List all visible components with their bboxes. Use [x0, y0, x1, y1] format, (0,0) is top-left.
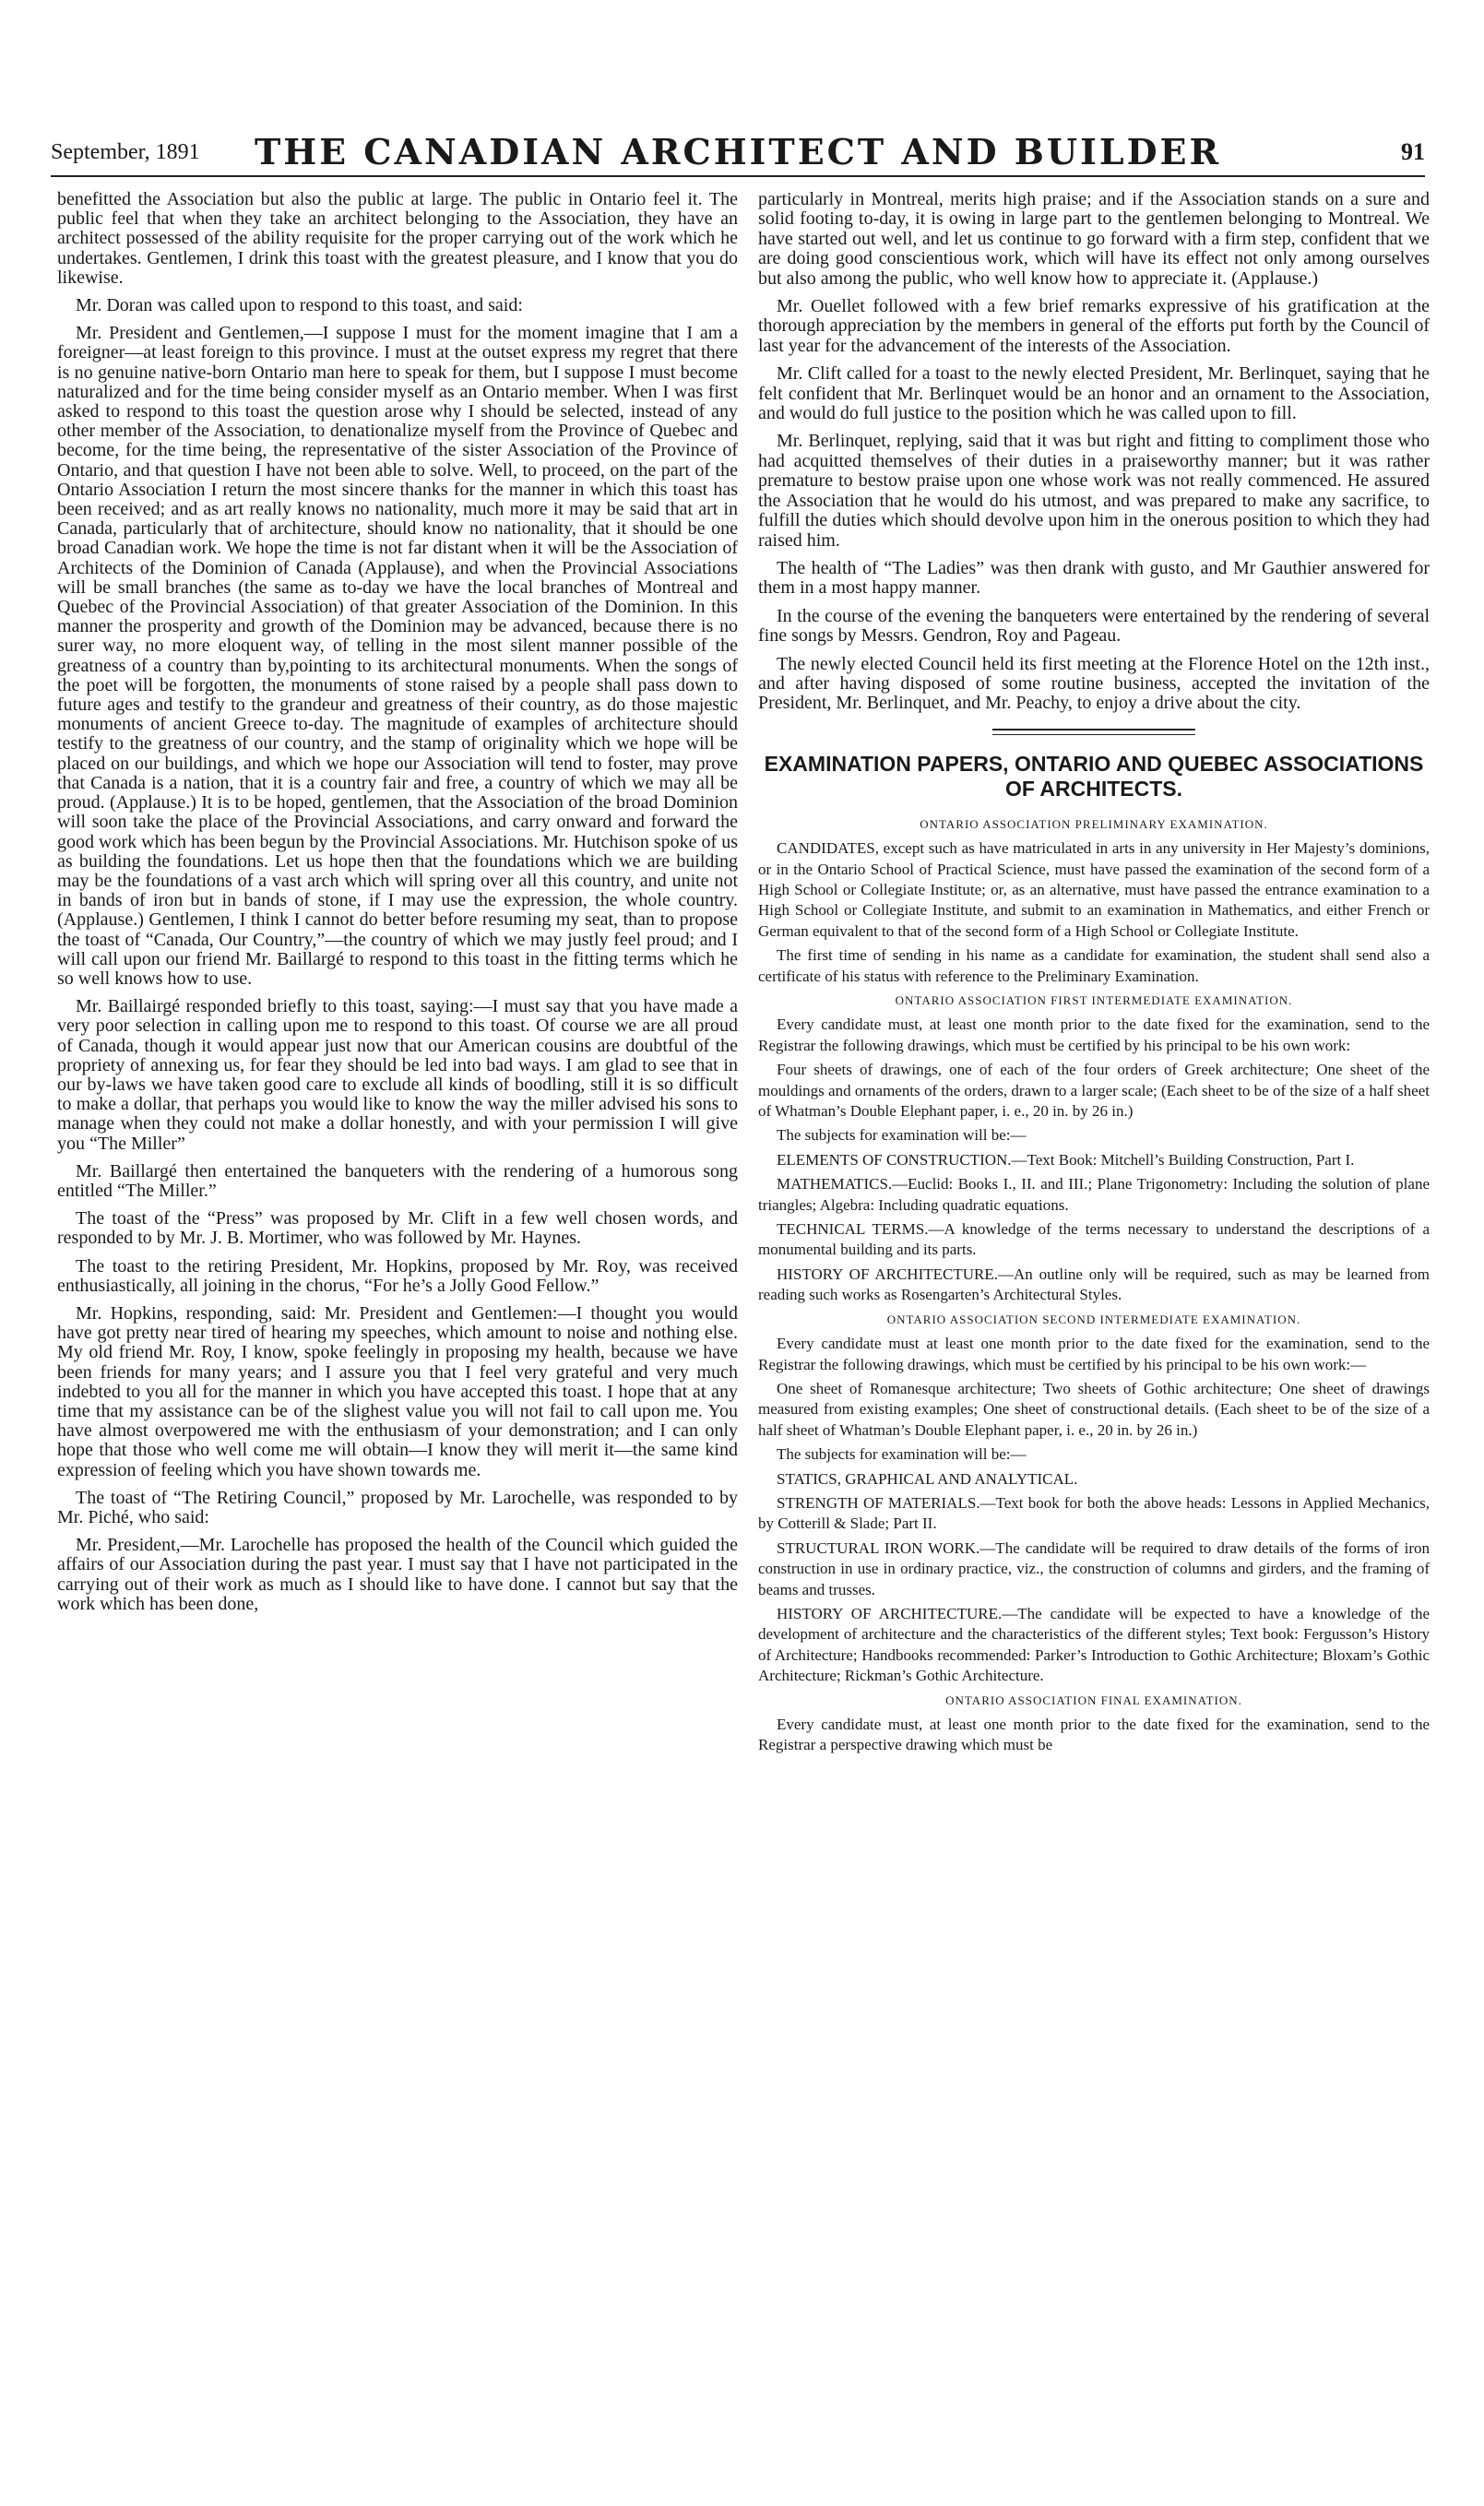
- exam-paragraph: STRENGTH OF MATERIALS.—Text book for both the above heads: Lessons in Applied Mechanics, by Cotterill & Slade; Part II.: [758, 1493, 1430, 1533]
- paragraph: Mr. Hopkins, responding, said: Mr. President and Gentlemen:—I thought you would have got pretty near tired of hearing my speeches, which amount to noise and nothing else. My old friend Mr. Roy, I know, spoke feelingly in proposing my health, because we have been friends for many years; and I assure you that I feel very grateful and very much indebted to you all for the manner in which you have accepted this toast. I hope that at any time that my assistance can be of the slighest value you will not fail to call upon me. You have almost overpowered me with the enthusiasm of your demonstration; and I can only hope that those who well come me will obtain—I know they will merit it—the same kind expression of feeling which you have shown towards me.: [57, 1302, 738, 1480]
- issue-date: September, 1891: [51, 140, 200, 164]
- exam-paragraph: Every candidate must, at least one month prior to the date fixed for the examination, send to the Registrar a perspective drawing which must be: [758, 1716, 1430, 1754]
- exam-paragraph: HISTORY OF ARCHITECTURE.—The candidate will be expected to have a knowledge of the development of architecture and the characteristics of the different styles; Text book: Fergusson’s History of Architecture; Handbooks recommended: Parker’s Introduction to Gothic Architecture; Bloxam’s Gothic Architecture; Rickman’s Gothic Architecture.: [758, 1604, 1430, 1685]
- paragraph: The toast of “The Retiring Council,” proposed by Mr. Larochelle, was responded to by Mr. Piché, who said:: [57, 1487, 738, 1527]
- page-number: 91: [1401, 138, 1425, 165]
- paragraph: Mr. Baillargé then entertained the banqueters with the rendering of a humorous song entitled “The Miller.”: [57, 1160, 738, 1201]
- paragraph: Mr. Ouellet followed with a few brief remarks expressive of his gratification at the thorough appreciation by the members in general of the efforts put forth by the Council of last year for the advancement of the interests of the Association.: [758, 296, 1430, 356]
- paragraph: The health of “The Ladies” was then drank with gusto, and Mr Gauthier answered for them in a most happy manner.: [758, 557, 1430, 599]
- exam-subheading: ONTARIO ASSOCIATION PRELIMINARY EXAMINATION.: [920, 816, 1268, 831]
- paragraph: In the course of the evening the banqueters were entertained by the rendering of several fine songs by Messrs. Gendron, Roy and Pageau.: [758, 605, 1430, 647]
- publication-title: THE CANADIAN ARCHITECT AND BUILDER: [254, 131, 1222, 172]
- exam-subheading: ONTARIO ASSOCIATION FIRST INTERMEDIATE EXAMINATION.: [895, 993, 1293, 1007]
- exam-paragraph: Four sheets of drawings, one of each of the four orders of Greek architecture; One sheet of the mouldings and ornaments of the orders, drawn to a larger scale; (Each sheet to be of the size of a half sheet of Whatman’s Double Elephant paper, i. e., 20 in. by 26 in.): [758, 1061, 1430, 1121]
- exam-paragraph: CANDIDATES, except such as have matriculated in arts in any university in Her Majesty’s dominions, or in the Ontario School of Practical Science, must have passed the examination of the second form of a High School or Collegiate Institute; or, as an alternative, must have passed the entrance examination to a High School or Collegiate Institute, and submit to an examination in Mathematics, and either French or German equivalent to that of the second form of a High School or Collegiate Institute.: [758, 839, 1430, 940]
- exam-subheading: ONTARIO ASSOCIATION SECOND INTERMEDIATE EXAMINATION.: [886, 1312, 1301, 1326]
- paragraph: The toast of the “Press” was proposed by Mr. Clift in a few well chosen words, and responded to by Mr. J. B. Mortimer, who was followed by Mr. Haynes.: [57, 1208, 738, 1249]
- paragraph: The newly elected Council held its first meeting at the Florence Hotel on the 12th inst., and after having disposed of some routine business, accepted the invitation of the President, Mr. Berlinquet, and Mr. Peachy, to enjoy a drive about the city.: [758, 653, 1430, 714]
- exam-paragraph: One sheet of Romanesque architecture; Two sheets of Gothic architecture; One sheet of drawings measured from existing examples; One sheet of constructional details. (Each sheet to be of the size of a half sheet of Whatman’s Double Elephant paper, i. e., 20 in. by 26 in.): [758, 1379, 1430, 1439]
- paragraph: particularly in Montreal, merits high praise; and if the Association stands on a sure and solid footing to-day, it is owing in large part to the gentlemen belonging to Montreal. We have started out well, and let us continue to go forward with a firm step, confident that we are doing good conscientious work, which will have its effect not only among ourselves but also among the public, who well know how to appreciate it. (Applause.): [758, 189, 1430, 289]
- paragraph: Mr. Doran was called upon to respond to this toast, and said:: [76, 295, 523, 316]
- exam-subheading: ONTARIO ASSOCIATION FINAL EXAMINATION.: [945, 1692, 1242, 1707]
- paragraph: Mr. Clift called for a toast to the newly elected President, Mr. Berlinquet, saying that he felt confident that Mr. Berlinquet would be an honor and an ornament to the Association, and would do full justice to the position which he was called upon to fill.: [758, 363, 1430, 424]
- exam-paragraph: The first time of sending in his name as a candidate for examination, the student shall send also a certificate of his status with reference to the Preliminary Examination.: [758, 946, 1430, 985]
- exam-paragraph: STRUCTURAL IRON WORK.—The candidate will be required to draw details of the forms of iron construction in use in ordinary practice, viz., the construction of columns and girders, and the framing of beams and trusses.: [758, 1538, 1430, 1598]
- right-column: [758, 190, 1430, 1760]
- exam-paragraph: HISTORY OF ARCHITECTURE.—An outline only will be required, such as may be learned from reading such works as Rosengarten’s Architectural Styles.: [758, 1265, 1430, 1304]
- exam-paragraph: The subjects for examination will be:—: [777, 1126, 1027, 1145]
- paragraph: Mr. Berlinquet, replying, said that it was but right and fitting to compliment those who had acquitted themselves of their duties in a praiseworthy manner; but it was rather premature to bestow praise upon one whose work was not really commenced. He assured the Association that he would do his utmost, and was prepared to make any sacrifice, to fulfill the duties which should devolve upon him in the onerous position to which they had raised him.: [758, 431, 1430, 551]
- paragraph: Mr. Baillairgé responded briefly to this toast, saying:—I must say that you have made a very poor selection in calling upon me to respond to this toast. Of course we are all proud of Canada, though it would appear just now that our American cousins are doubtful of the propriety of annexing us, for fear they should be led into bad ways. I am glad to see that in our by-laws we have taken good care to exclude all kinds of boodling, still it is so difficult to make a dollar, that perhaps you would like to know the way the miller advised his sons to manage when they could not make a dollar honestly, and with your permission I will give you “The Miller”: [57, 996, 738, 1154]
- exam-paragraph: Every candidate must at least one month prior to the date fixed for the examination, send to the Registrar the following drawings, which must be certified by his principal to be his own work:—: [758, 1335, 1430, 1373]
- exam-paragraph: STATICS, GRAPHICAL AND ANALYTICAL.: [777, 1469, 1078, 1488]
- left-column: [57, 190, 738, 1622]
- exam-paragraph: TECHNICAL TERMS.—A knowledge of the terms necessary to understand the descriptions of a monumental building and its parts.: [758, 1220, 1430, 1259]
- paragraph: The toast to the retiring President, Mr. Hopkins, proposed by Mr. Roy, was received enthusiastically, all joining in the chorus, “For he’s a Jolly Good Fellow.”: [57, 1255, 738, 1296]
- paragraph: Mr. President,—Mr. Larochelle has proposed the health of the Council which guided the affairs of our Association during the past year. I must say that I have not participated in the carrying out of their work as much as I should like to have done. I cannot but say that the work which has been done,: [57, 1535, 738, 1614]
- section-title: EXAMINATION PAPERS, ONTARIO AND QUEBEC ASSOCIATIONS OF ARCHITECTS.: [764, 751, 1424, 801]
- paragraph: benefitted the Association but also the public at large. The public in Ontario feel it. The public feel that when they take an architect belonging to the Association, they have an architect possessed of the ability requisite for the proper carrying out of the work which he undertakes. Gentlemen, I drink this toast with the greatest pleasure, and I know that you do likewise.: [57, 189, 738, 288]
- exam-paragraph: ELEMENTS OF CONSTRUCTION.—Text Book: Mitchell’s Building Construction, Part I.: [777, 1150, 1355, 1169]
- page-header: [51, 129, 1425, 177]
- exam-section: [758, 814, 1430, 1756]
- exam-paragraph: The subjects for examination will be:—: [777, 1445, 1027, 1464]
- section-divider: [992, 729, 1195, 735]
- exam-paragraph: MATHEMATICS.—Euclid: Books I., II. and III.; Plane Trigonometry: Including the solution of plane triangles; Algebra: Including quadratic equations.: [758, 1175, 1430, 1214]
- exam-paragraph: Every candidate must, at least one month prior to the date fixed for the examination, send to the Registrar the following drawings, which must be certified by his principal to be his own work:: [758, 1015, 1430, 1054]
- paragraph: Mr. President and Gentlemen,—I suppose I must for the moment imagine that I am a foreigner—at least foreign to this province. I must at the outset express my regret that there is no genuine native-born Ontario man here to speak for them, but I suppose I must become naturalized and for the time being consider myself as an Ontario member. When I was first asked to respond to this toast the question arose why I should be selected, instead of any other member of the Association, to denationalize myself from the Province of Quebec and become, for the time being, the representative of the sister Association of the Province of Ontario, and that question I have not been able to solve. Well, to proceed, on the part of the Ontario Association I return the most sincere thanks for the manner in which this toast has been received; and as art really knows no nationality, much more it may be said that art in Canada, particularly that of architecture, should know no nationality, that it should be one broad Canadian work. We hope the time is not far distant when it will be the Association of Architects of the Dominion of Canada (Applause), and when the Provincial Associations will be small branches (the same as to-day we have the local branches of Montreal and Quebec of the Provincial Association) of that greater Association of the Dominion. In this manner the prosperity and growth of the Dominion may be advanced, because there is no surer way, no more eloquent way, of telling in the most silent manner possible of the greatness of a country than by,pointing to its architectural monuments. When the songs of the poet will be forgotten, the monuments of stone raised by a people shall pass down to future ages and testify to the grandeur and greatness of their country, as do those majestic monuments of ancient Greece to-day. The magnitude of examples of architecture should testify to the greatness of our country, and the stamp of originality which we hope will be placed on our buildings, and which we hope our Association will tend to foster, may prove that Canada is a nation, that it is a country fair and free, a country of which we may all be proud. (Applause.) It is to be hoped, gentlemen, that the Association of the broad Dominion will soon take the place of the Provincial Associations, and carry onward and forward the good work which has been begun by the Provincial Associations. Mr. Hutchison spoke of us as building the foundations. Let us hope then that the foundations which we are building may be the foundations of a vast arch which will spring over all this country, and unite not in bands of iron but in bands of stone, if I may use the expression, the whole country. (Applause.) Gentlemen, I think I cannot do better before resuming my seat, than to propose the toast of “Canada, Our Country,”—the country of which we may justly feel proud; and I will call upon our friend Mr. Baillargé to respond to this toast in the fitting terms which he so well knows how to use.: [57, 323, 738, 989]
